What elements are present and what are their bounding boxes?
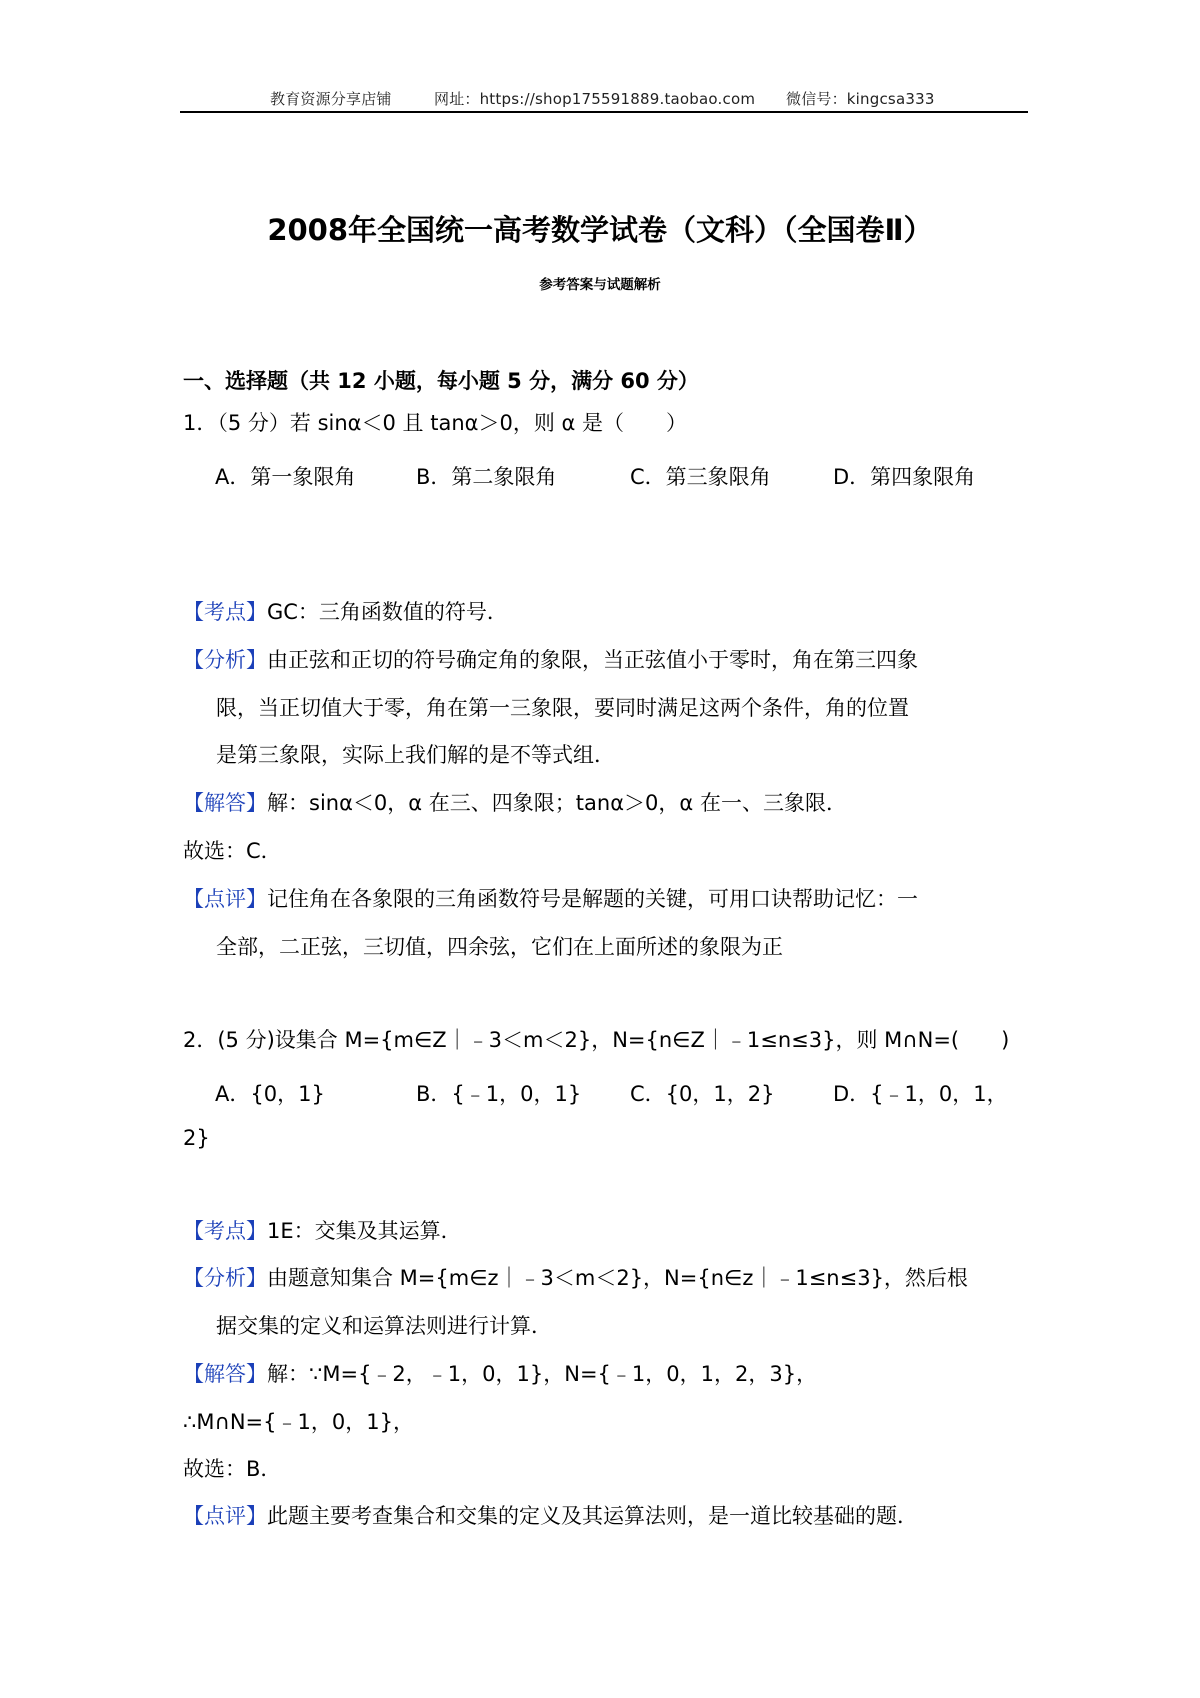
q2-option-a: A．{0，1} <box>215 1082 325 1106</box>
kaodian-tag: 【考点】 <box>183 1219 267 1243</box>
q2-dianping <box>183 1506 918 1527</box>
header-shop: 教育资源分享店铺 <box>270 90 392 108</box>
q1-option-b: B．第二象限角 <box>416 465 557 489</box>
page-subtitle: 参考答案与试题解析 <box>539 277 661 293</box>
header-wechat: 微信号：kingcsa333 <box>786 90 935 108</box>
q1-dianping <box>183 889 918 910</box>
dianping-tag: 【点评】 <box>183 887 267 911</box>
q1-option-a: A．第一象限角 <box>215 465 356 489</box>
fenxi-tag: 【分析】 <box>183 1266 267 1290</box>
q1-kaodian <box>183 602 508 623</box>
q2-answer: 故选：B． <box>183 1457 282 1481</box>
q2-fenxi-line-2: 据交集的定义和运算法则进行计算． <box>216 1314 552 1338</box>
q1-jieda-text: 解：sinα＜0，α 在三、四象限；tanα＞0，α 在一、三象限． <box>267 791 847 815</box>
q1-answer: 故选：C． <box>183 839 282 863</box>
dianping-tag: 【点评】 <box>183 1504 267 1528</box>
q1-dianping-line-2: 全部，二正弦，三切值，四余弦，它们在上面所述的象限为正 <box>216 935 783 959</box>
kaodian-tag: 【考点】 <box>183 600 267 624</box>
header-divider <box>180 111 1028 113</box>
q2-option-d: D．{﹣1，0，1， <box>833 1082 1008 1106</box>
q1-fenxi-line-2: 限，当正切值大于零，角在第一三象限，要同时满足这两个条件，角的位置 <box>216 696 909 720</box>
jieda-tag: 【解答】 <box>183 1362 267 1386</box>
jieda-tag: 【解答】 <box>183 791 267 815</box>
q2-option-b: B．{﹣1，0，1} <box>416 1082 582 1106</box>
q2-fenxi <box>183 1268 968 1289</box>
q2-option-d-wrap: 2} <box>183 1126 210 1150</box>
q1-jieda <box>183 793 847 814</box>
q1-fenxi-line-1: 由正弦和正切的符号确定角的象限，当正弦值小于零时，角在第三四象 <box>267 648 918 672</box>
page-title: 2008年全国统一高考数学试卷（文科）（全国卷Ⅱ） <box>267 213 933 247</box>
section-heading: 一、选择题（共 12 小题，每小题 5 分，满分 60 分） <box>183 369 699 393</box>
q2-kaodian-text: 1E：交集及其运算． <box>267 1219 462 1243</box>
q1-dianping-line-1: 记住角在各象限的三角函数符号是解题的关键，可用口诀帮助记忆：一 <box>267 887 918 911</box>
q2-dianping-text: 此题主要考查集合和交集的定义及其运算法则，是一道比较基础的题． <box>267 1504 918 1528</box>
fenxi-tag: 【分析】 <box>183 648 267 672</box>
q1-kaodian-text: GC：三角函数值的符号． <box>267 600 508 624</box>
q2-stem: 2．(5 分)设集合 M={m∈Z｜﹣3＜m＜2}，N={n∈Z｜﹣1≤n≤3}，则 M∩N=( ) <box>183 1028 1010 1052</box>
q2-jieda-text: 解：∵M={﹣2，﹣1，0，1}，N={﹣1，0，1，2，3}， <box>267 1362 818 1386</box>
q2-jieda-line-2: ∴M∩N={﹣1，0，1}， <box>183 1410 414 1434</box>
q1-option-c: C．第三象限角 <box>630 465 771 489</box>
q2-fenxi-line-1: 由题意知集合 M={m∈z｜﹣3＜m＜2}，N={n∈z｜﹣1≤n≤3}，然后根 <box>267 1266 968 1290</box>
q1-option-d: D．第四象限角 <box>833 465 976 489</box>
q2-option-c: C．{0，1，2} <box>630 1082 775 1106</box>
q1-fenxi <box>183 650 918 671</box>
q1-stem: 1．（5 分）若 sinα＜0 且 tanα＞0，则 α 是（ ） <box>183 411 688 435</box>
q1-fenxi-line-3: 是第三象限，实际上我们解的是不等式组． <box>216 743 615 767</box>
header-url: 网址：https://shop175591889.taobao.com <box>434 90 756 108</box>
q2-jieda <box>183 1364 817 1385</box>
q2-kaodian <box>183 1221 462 1242</box>
